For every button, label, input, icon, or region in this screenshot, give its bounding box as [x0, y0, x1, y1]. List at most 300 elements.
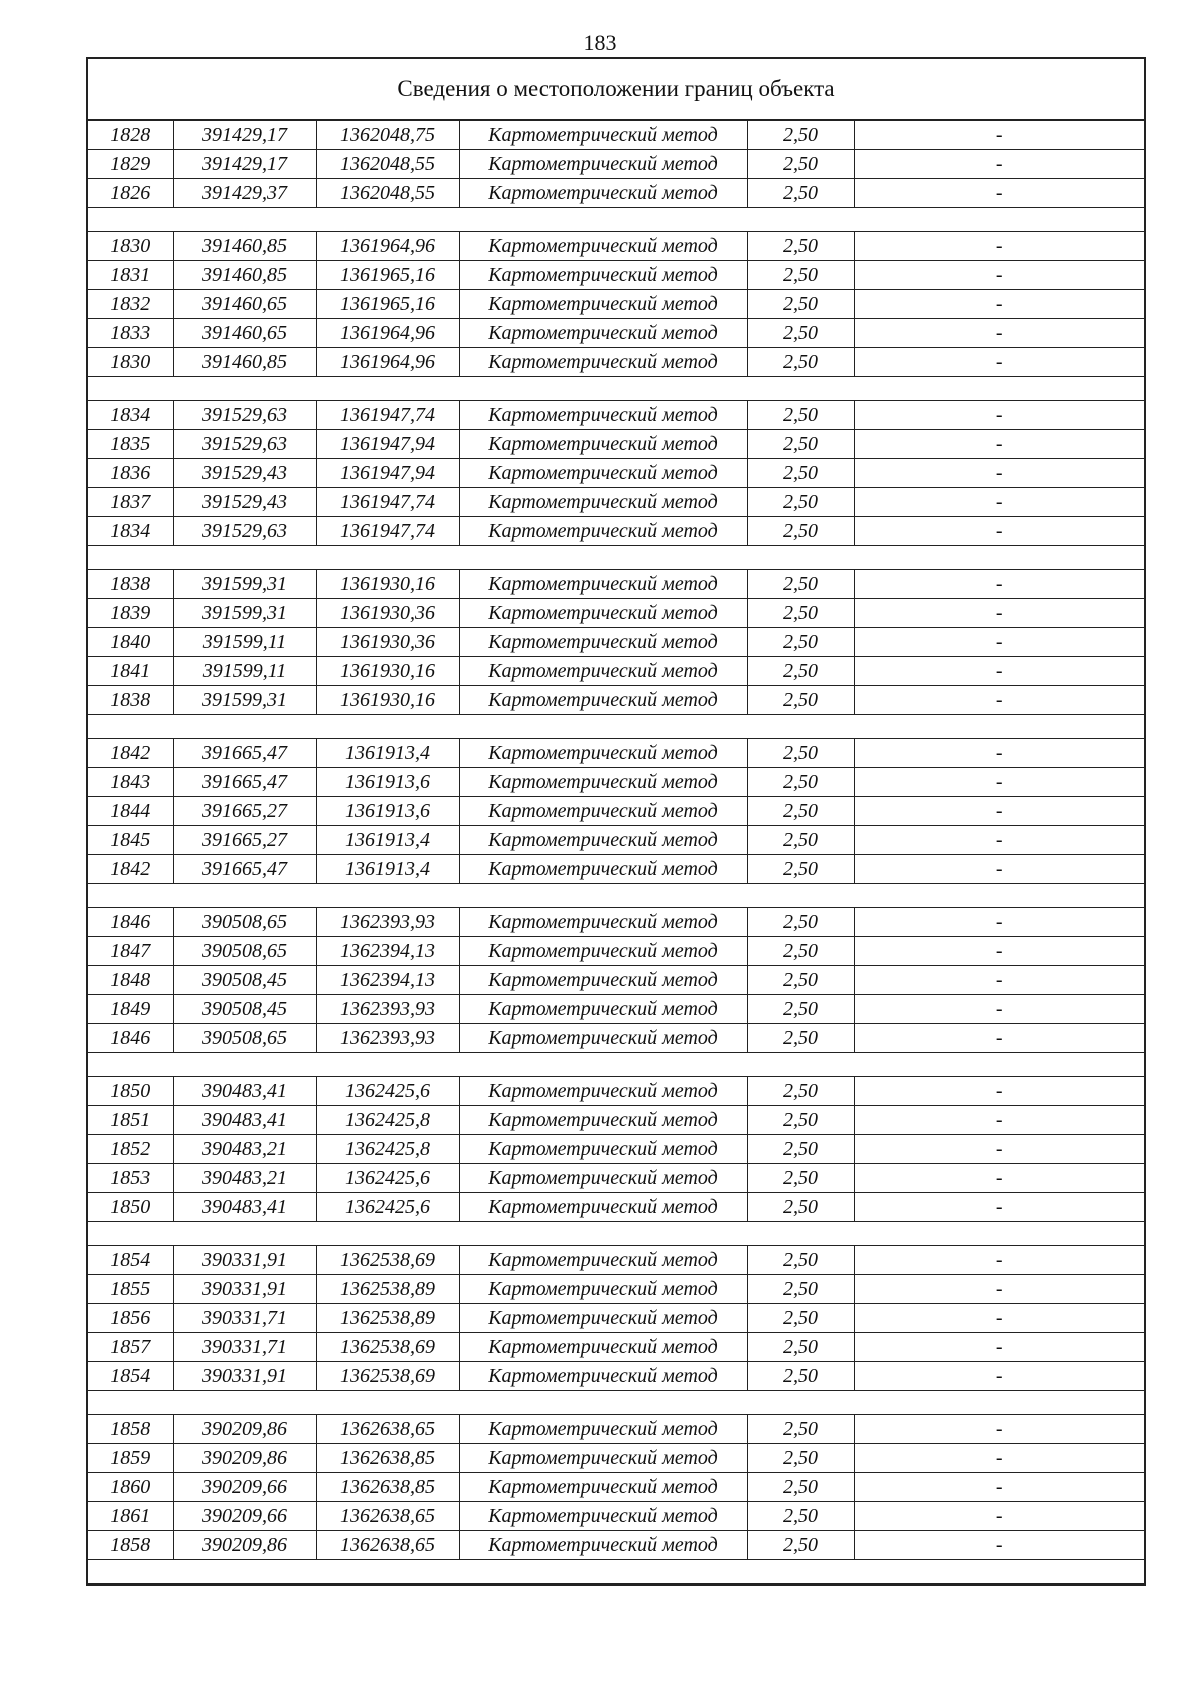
description-cell: - — [854, 1531, 1144, 1560]
accuracy-cell: 2,50 — [747, 1164, 854, 1193]
method-cell: Картометрический метод — [459, 488, 747, 517]
method-cell: Картометрический метод — [459, 1415, 747, 1444]
accuracy-cell: 2,50 — [747, 1077, 854, 1106]
page-number: 183 — [583, 30, 617, 55]
table-row — [88, 570, 1144, 599]
accuracy-cell: 2,50 — [747, 232, 854, 261]
description-cell: - — [854, 599, 1144, 628]
table-row — [88, 1164, 1144, 1193]
table-row — [88, 150, 1144, 179]
table-row — [88, 908, 1144, 937]
accuracy-cell: 2,50 — [747, 966, 854, 995]
coord-x-cell: 391665,27 — [173, 826, 316, 855]
table-row — [88, 686, 1144, 715]
table-row — [88, 1106, 1144, 1135]
coord-y-cell: 1361965,16 — [316, 290, 459, 319]
accuracy-cell: 2,50 — [747, 628, 854, 657]
table-row — [88, 628, 1144, 657]
accuracy-cell: 2,50 — [747, 261, 854, 290]
coord-y-cell: 1362393,93 — [316, 908, 459, 937]
accuracy-cell: 2,50 — [747, 517, 854, 546]
coord-x-cell: 390331,91 — [173, 1362, 316, 1391]
description-cell: - — [854, 1193, 1144, 1222]
coord-x-cell: 390331,71 — [173, 1304, 316, 1333]
accuracy-cell: 2,50 — [747, 1106, 854, 1135]
table-row — [88, 1304, 1144, 1333]
description-cell: - — [854, 966, 1144, 995]
coord-y-cell: 1362048,75 — [316, 121, 459, 150]
point-number-cell: 1840 — [88, 628, 173, 657]
separator-cell — [88, 884, 1144, 908]
coord-x-cell: 391599,11 — [173, 628, 316, 657]
accuracy-cell: 2,50 — [747, 401, 854, 430]
point-number-cell: 1857 — [88, 1333, 173, 1362]
point-number-cell: 1843 — [88, 768, 173, 797]
coord-x-cell: 391599,31 — [173, 599, 316, 628]
table-row — [88, 1193, 1144, 1222]
point-number-cell: 1849 — [88, 995, 173, 1024]
table-row — [88, 1415, 1144, 1444]
method-cell: Картометрический метод — [459, 995, 747, 1024]
method-cell: Картометрический метод — [459, 1473, 747, 1502]
coord-y-cell: 1362048,55 — [316, 150, 459, 179]
accuracy-cell: 2,50 — [747, 1502, 854, 1531]
method-cell: Картометрический метод — [459, 1444, 747, 1473]
description-cell: - — [854, 179, 1144, 208]
method-cell: Картометрический метод — [459, 1193, 747, 1222]
description-cell: - — [854, 1275, 1144, 1304]
separator-row — [88, 1222, 1144, 1246]
accuracy-cell: 2,50 — [747, 1415, 854, 1444]
coord-y-cell: 1361930,36 — [316, 599, 459, 628]
description-cell: - — [854, 768, 1144, 797]
point-number-cell: 1852 — [88, 1135, 173, 1164]
table-row — [88, 1024, 1144, 1053]
separator-row — [88, 715, 1144, 739]
table-row — [88, 1275, 1144, 1304]
point-number-cell: 1851 — [88, 1106, 173, 1135]
method-cell: Картометрический метод — [459, 1024, 747, 1053]
coord-y-cell: 1362538,69 — [316, 1333, 459, 1362]
description-cell: - — [854, 121, 1144, 150]
accuracy-cell: 2,50 — [747, 488, 854, 517]
point-number-cell: 1856 — [88, 1304, 173, 1333]
coord-x-cell: 390209,86 — [173, 1415, 316, 1444]
point-number-cell: 1830 — [88, 232, 173, 261]
method-cell: Картометрический метод — [459, 290, 747, 319]
coord-y-cell: 1362425,8 — [316, 1106, 459, 1135]
separator-cell — [88, 377, 1144, 401]
description-cell: - — [854, 348, 1144, 377]
coord-x-cell: 390508,65 — [173, 937, 316, 966]
description-cell: - — [854, 459, 1144, 488]
coord-y-cell: 1362638,85 — [316, 1444, 459, 1473]
method-cell: Картометрический метод — [459, 517, 747, 546]
table-row — [88, 1444, 1144, 1473]
coord-y-cell: 1362425,6 — [316, 1164, 459, 1193]
point-number-cell: 1854 — [88, 1246, 173, 1275]
coord-x-cell: 390483,41 — [173, 1106, 316, 1135]
table-row — [88, 1362, 1144, 1391]
accuracy-cell: 2,50 — [747, 290, 854, 319]
coord-x-cell: 390209,66 — [173, 1473, 316, 1502]
table-row — [88, 121, 1144, 150]
description-cell: - — [854, 1502, 1144, 1531]
coord-x-cell: 390508,65 — [173, 1024, 316, 1053]
accuracy-cell: 2,50 — [747, 768, 854, 797]
accuracy-cell: 2,50 — [747, 599, 854, 628]
coord-x-cell: 390331,91 — [173, 1246, 316, 1275]
accuracy-cell: 2,50 — [747, 1333, 854, 1362]
coord-y-cell: 1362538,89 — [316, 1275, 459, 1304]
description-cell: - — [854, 739, 1144, 768]
coord-y-cell: 1362538,69 — [316, 1246, 459, 1275]
method-cell: Картометрический метод — [459, 1135, 747, 1164]
description-cell: - — [854, 1024, 1144, 1053]
description-cell: - — [854, 1135, 1144, 1164]
coord-y-cell: 1362638,85 — [316, 1473, 459, 1502]
accuracy-cell: 2,50 — [747, 1531, 854, 1560]
method-cell: Картометрический метод — [459, 261, 747, 290]
point-number-cell: 1839 — [88, 599, 173, 628]
method-cell: Картометрический метод — [459, 908, 747, 937]
point-number-cell: 1836 — [88, 459, 173, 488]
table-row — [88, 826, 1144, 855]
accuracy-cell: 2,50 — [747, 1444, 854, 1473]
method-cell: Картометрический метод — [459, 966, 747, 995]
method-cell: Картометрический метод — [459, 855, 747, 884]
coordinates-table-body — [88, 121, 1144, 1584]
separator-cell — [88, 1560, 1144, 1584]
point-number-cell: 1842 — [88, 855, 173, 884]
description-cell: - — [854, 1106, 1144, 1135]
coord-x-cell: 390483,21 — [173, 1164, 316, 1193]
coord-y-cell: 1361913,6 — [316, 768, 459, 797]
method-cell: Картометрический метод — [459, 1502, 747, 1531]
method-cell: Картометрический метод — [459, 1077, 747, 1106]
accuracy-cell: 2,50 — [747, 1193, 854, 1222]
point-number-cell: 1829 — [88, 150, 173, 179]
coord-x-cell: 390483,21 — [173, 1135, 316, 1164]
coordinates-table — [88, 121, 1144, 1584]
point-number-cell: 1831 — [88, 261, 173, 290]
coord-y-cell: 1361964,96 — [316, 232, 459, 261]
table-row — [88, 797, 1144, 826]
point-number-cell: 1838 — [88, 686, 173, 715]
table-row — [88, 290, 1144, 319]
separator-row — [88, 884, 1144, 908]
coord-x-cell: 391599,31 — [173, 570, 316, 599]
point-number-cell: 1854 — [88, 1362, 173, 1391]
coord-x-cell: 391665,47 — [173, 768, 316, 797]
point-number-cell: 1834 — [88, 517, 173, 546]
point-number-cell: 1860 — [88, 1473, 173, 1502]
table-row — [88, 319, 1144, 348]
coord-x-cell: 391529,43 — [173, 459, 316, 488]
table-row — [88, 657, 1144, 686]
coord-y-cell: 1361913,4 — [316, 855, 459, 884]
accuracy-cell: 2,50 — [747, 937, 854, 966]
coord-y-cell: 1361913,4 — [316, 826, 459, 855]
coord-x-cell: 391529,63 — [173, 430, 316, 459]
separator-row — [88, 208, 1144, 232]
separator-row — [88, 1560, 1144, 1584]
table-row — [88, 1333, 1144, 1362]
coord-x-cell: 391460,65 — [173, 319, 316, 348]
table-row — [88, 1246, 1144, 1275]
table-row — [88, 517, 1144, 546]
coord-x-cell: 391429,37 — [173, 179, 316, 208]
coord-y-cell: 1361947,94 — [316, 430, 459, 459]
point-number-cell: 1842 — [88, 739, 173, 768]
coord-x-cell: 390508,45 — [173, 995, 316, 1024]
method-cell: Картометрический метод — [459, 1531, 747, 1560]
table-row — [88, 401, 1144, 430]
method-cell: Картометрический метод — [459, 1362, 747, 1391]
coord-y-cell: 1361947,74 — [316, 517, 459, 546]
point-number-cell: 1832 — [88, 290, 173, 319]
coord-x-cell: 391665,47 — [173, 739, 316, 768]
coord-y-cell: 1362393,93 — [316, 995, 459, 1024]
table-row — [88, 937, 1144, 966]
table-row — [88, 179, 1144, 208]
table-row — [88, 995, 1144, 1024]
point-number-cell: 1850 — [88, 1193, 173, 1222]
accuracy-cell: 2,50 — [747, 1362, 854, 1391]
point-number-cell: 1861 — [88, 1502, 173, 1531]
accuracy-cell: 2,50 — [747, 1473, 854, 1502]
method-cell: Картометрический метод — [459, 121, 747, 150]
accuracy-cell: 2,50 — [747, 1024, 854, 1053]
accuracy-cell: 2,50 — [747, 657, 854, 686]
coord-y-cell: 1362425,8 — [316, 1135, 459, 1164]
accuracy-cell: 2,50 — [747, 1275, 854, 1304]
method-cell: Картометрический метод — [459, 459, 747, 488]
description-cell: - — [854, 517, 1144, 546]
description-cell: - — [854, 1473, 1144, 1502]
table-row — [88, 232, 1144, 261]
point-number-cell: 1859 — [88, 1444, 173, 1473]
description-cell: - — [854, 1164, 1144, 1193]
description-cell: - — [854, 319, 1144, 348]
coord-y-cell: 1362538,69 — [316, 1362, 459, 1391]
coord-x-cell: 391599,11 — [173, 657, 316, 686]
description-cell: - — [854, 1077, 1144, 1106]
table-title: Сведения о местоположении границ объекта — [88, 59, 1144, 121]
table-row — [88, 1077, 1144, 1106]
point-number-cell: 1846 — [88, 1024, 173, 1053]
accuracy-cell: 2,50 — [747, 430, 854, 459]
method-cell: Картометрический метод — [459, 1333, 747, 1362]
separator-cell — [88, 546, 1144, 570]
point-number-cell: 1837 — [88, 488, 173, 517]
point-number-cell: 1833 — [88, 319, 173, 348]
coord-y-cell: 1361947,94 — [316, 459, 459, 488]
coord-x-cell: 390331,71 — [173, 1333, 316, 1362]
coord-y-cell: 1361930,16 — [316, 570, 459, 599]
description-cell: - — [854, 290, 1144, 319]
point-number-cell: 1828 — [88, 121, 173, 150]
coordinates-sheet — [86, 57, 1146, 1586]
coord-y-cell: 1361947,74 — [316, 488, 459, 517]
table-row — [88, 768, 1144, 797]
coord-x-cell: 391665,47 — [173, 855, 316, 884]
point-number-cell: 1848 — [88, 966, 173, 995]
accuracy-cell: 2,50 — [747, 908, 854, 937]
coord-x-cell: 391429,17 — [173, 121, 316, 150]
coord-x-cell: 391460,85 — [173, 232, 316, 261]
accuracy-cell: 2,50 — [747, 1135, 854, 1164]
point-number-cell: 1844 — [88, 797, 173, 826]
separator-row — [88, 1053, 1144, 1077]
method-cell: Картометрический метод — [459, 1246, 747, 1275]
point-number-cell: 1853 — [88, 1164, 173, 1193]
coord-y-cell: 1362048,55 — [316, 179, 459, 208]
method-cell: Картометрический метод — [459, 768, 747, 797]
accuracy-cell: 2,50 — [747, 459, 854, 488]
point-number-cell: 1834 — [88, 401, 173, 430]
separator-cell — [88, 1391, 1144, 1415]
coord-x-cell: 390508,45 — [173, 966, 316, 995]
accuracy-cell: 2,50 — [747, 1246, 854, 1275]
method-cell: Картометрический метод — [459, 430, 747, 459]
point-number-cell: 1846 — [88, 908, 173, 937]
table-row — [88, 1135, 1144, 1164]
separator-cell — [88, 1053, 1144, 1077]
separator-cell — [88, 715, 1144, 739]
table-row — [88, 430, 1144, 459]
accuracy-cell: 2,50 — [747, 319, 854, 348]
coord-x-cell: 391429,17 — [173, 150, 316, 179]
coord-x-cell: 390209,86 — [173, 1531, 316, 1560]
method-cell: Картометрический метод — [459, 937, 747, 966]
accuracy-cell: 2,50 — [747, 826, 854, 855]
method-cell: Картометрический метод — [459, 686, 747, 715]
point-number-cell: 1835 — [88, 430, 173, 459]
description-cell: - — [854, 995, 1144, 1024]
method-cell: Картометрический метод — [459, 232, 747, 261]
separator-row — [88, 546, 1144, 570]
description-cell: - — [854, 908, 1144, 937]
point-number-cell: 1841 — [88, 657, 173, 686]
point-number-cell: 1850 — [88, 1077, 173, 1106]
coord-y-cell: 1362394,13 — [316, 937, 459, 966]
coord-y-cell: 1361964,96 — [316, 319, 459, 348]
method-cell: Картометрический метод — [459, 319, 747, 348]
separator-cell — [88, 1222, 1144, 1246]
description-cell: - — [854, 1333, 1144, 1362]
coord-y-cell: 1362638,65 — [316, 1415, 459, 1444]
coord-x-cell: 390209,66 — [173, 1502, 316, 1531]
method-cell: Картометрический метод — [459, 401, 747, 430]
method-cell: Картометрический метод — [459, 797, 747, 826]
separator-cell — [88, 208, 1144, 232]
accuracy-cell: 2,50 — [747, 855, 854, 884]
coord-y-cell: 1361930,16 — [316, 686, 459, 715]
method-cell: Картометрический метод — [459, 826, 747, 855]
method-cell: Картометрический метод — [459, 1275, 747, 1304]
description-cell: - — [854, 570, 1144, 599]
coord-x-cell: 390483,41 — [173, 1193, 316, 1222]
coord-y-cell: 1361930,36 — [316, 628, 459, 657]
method-cell: Картометрический метод — [459, 150, 747, 179]
accuracy-cell: 2,50 — [747, 1304, 854, 1333]
coord-y-cell: 1361947,74 — [316, 401, 459, 430]
accuracy-cell: 2,50 — [747, 995, 854, 1024]
separator-row — [88, 377, 1144, 401]
coord-y-cell: 1362425,6 — [316, 1077, 459, 1106]
table-row — [88, 599, 1144, 628]
description-cell: - — [854, 797, 1144, 826]
table-row — [88, 348, 1144, 377]
point-number-cell: 1858 — [88, 1531, 173, 1560]
separator-row — [88, 1391, 1144, 1415]
coord-y-cell: 1362538,89 — [316, 1304, 459, 1333]
description-cell: - — [854, 1444, 1144, 1473]
point-number-cell: 1858 — [88, 1415, 173, 1444]
description-cell: - — [854, 686, 1144, 715]
coord-x-cell: 391460,85 — [173, 348, 316, 377]
coord-y-cell: 1362425,6 — [316, 1193, 459, 1222]
table-row — [88, 855, 1144, 884]
table-row — [88, 261, 1144, 290]
description-cell: - — [854, 401, 1144, 430]
point-number-cell: 1838 — [88, 570, 173, 599]
method-cell: Картометрический метод — [459, 1304, 747, 1333]
description-cell: - — [854, 1415, 1144, 1444]
description-cell: - — [854, 150, 1144, 179]
description-cell: - — [854, 232, 1144, 261]
coord-x-cell: 391529,43 — [173, 488, 316, 517]
accuracy-cell: 2,50 — [747, 150, 854, 179]
coord-x-cell: 391529,63 — [173, 401, 316, 430]
coord-y-cell: 1362638,65 — [316, 1502, 459, 1531]
coord-y-cell: 1361930,16 — [316, 657, 459, 686]
accuracy-cell: 2,50 — [747, 121, 854, 150]
method-cell: Картометрический метод — [459, 348, 747, 377]
description-cell: - — [854, 261, 1144, 290]
coord-y-cell: 1361964,96 — [316, 348, 459, 377]
description-cell: - — [854, 855, 1144, 884]
coord-x-cell: 390331,91 — [173, 1275, 316, 1304]
coord-x-cell: 391599,31 — [173, 686, 316, 715]
method-cell: Картометрический метод — [459, 570, 747, 599]
method-cell: Картометрический метод — [459, 1164, 747, 1193]
method-cell: Картометрический метод — [459, 179, 747, 208]
point-number-cell: 1847 — [88, 937, 173, 966]
coord-y-cell: 1361913,4 — [316, 739, 459, 768]
table-row — [88, 966, 1144, 995]
accuracy-cell: 2,50 — [747, 686, 854, 715]
coord-y-cell: 1362638,65 — [316, 1531, 459, 1560]
coord-x-cell: 391529,63 — [173, 517, 316, 546]
coord-x-cell: 390209,86 — [173, 1444, 316, 1473]
coord-x-cell: 391665,27 — [173, 797, 316, 826]
description-cell: - — [854, 1246, 1144, 1275]
description-cell: - — [854, 488, 1144, 517]
description-cell: - — [854, 1362, 1144, 1391]
table-row — [88, 488, 1144, 517]
accuracy-cell: 2,50 — [747, 739, 854, 768]
coord-y-cell: 1362393,93 — [316, 1024, 459, 1053]
description-cell: - — [854, 628, 1144, 657]
table-row — [88, 1531, 1144, 1560]
coord-x-cell: 390483,41 — [173, 1077, 316, 1106]
table-row — [88, 1473, 1144, 1502]
description-cell: - — [854, 430, 1144, 459]
method-cell: Картометрический метод — [459, 599, 747, 628]
point-number-cell: 1855 — [88, 1275, 173, 1304]
